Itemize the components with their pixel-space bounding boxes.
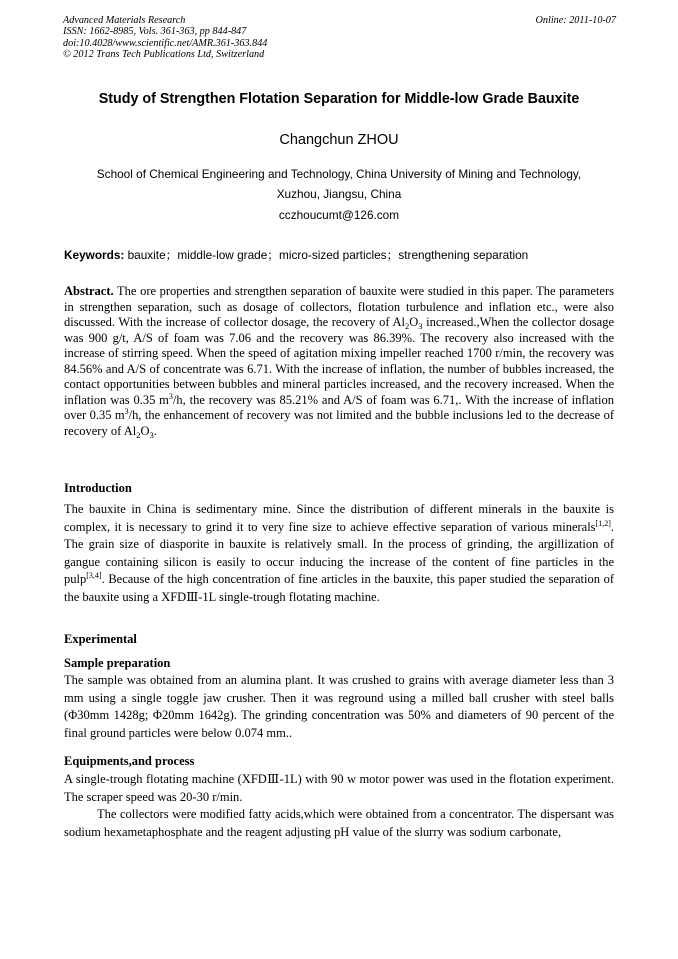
abstract-text: O xyxy=(140,423,150,438)
keywords-text: bauxite；middle-low grade；micro-sized particles；strengthening separation xyxy=(124,248,529,262)
abstract xyxy=(64,284,614,439)
online-date xyxy=(536,15,616,26)
intro-text: . Because of the high concentration of fine articles in the bauxite, this paper studied the separation of the bauxite using a XFDⅢ-1L single-trough flotating machine. xyxy=(64,572,614,604)
author-name: Changchun ZHOU xyxy=(279,132,399,148)
intro-text: The bauxite in China is sedimentary mine. Since the distribution of different minerals in the bauxite is complex, it is necessary to grind it to very fine size to achieve effective separation of various minerals xyxy=(64,502,614,534)
abstract-text: /h, the enhancement of recovery was not limited and the bubble inclusions led to the decrease of recovery of Al xyxy=(64,408,614,438)
citation-ref: [1,2] xyxy=(595,518,611,528)
affiliation xyxy=(64,165,614,204)
subscript: 3 xyxy=(418,321,423,331)
keywords xyxy=(64,246,618,263)
sample-preparation-paragraph: The sample was obtained from an alumina plant. It was crushed to grains with average diameter less than 3 mm using a single toggle jaw crusher. Then it was reground using a milled ball crusher with steel balls (Φ30mm 1428g; Φ20mm 1642g). The grinding concentration was 50% and diameters of 90 percent of the final ground particles were below 0.074 mm.. xyxy=(64,673,614,740)
affiliation-line-1: School of Chemical Engineering and Technology, China University of Mining and Technology, xyxy=(96,167,582,181)
copyright-line: © 2012 Trans Tech Publications Ltd, Switzerland xyxy=(63,49,265,61)
paper-title: Study of Strengthen Flotation Separation for Middle-low Grade Bauxite xyxy=(98,91,580,107)
introduction-heading: Introduction xyxy=(64,481,132,495)
experimental-heading: Experimental xyxy=(64,632,137,646)
subscript: 3 xyxy=(149,429,154,440)
issn-line: ISSN: 1662-8985, Vols. 361-363, pp 844-847 xyxy=(63,26,247,38)
keywords-label: Keywords: xyxy=(64,248,125,262)
intro-text: . The grain size of diasporite in bauxite is relatively small. In the process of grinding, the argillization of gangue containing silicon is easily to occur inducing the increase of the content of fine particles in the pulp xyxy=(64,519,614,587)
author-email: cczhoucumt@126.com xyxy=(278,208,400,222)
abstract-text: . xyxy=(153,423,157,438)
affiliation-line-2: Xuzhou, Jiangsu, China xyxy=(276,186,402,201)
abstract-text: The ore properties and strengthen separation of bauxite were studied in this paper. The parameters in strengthen separation, such as dosage of collectors, flotation turbulence and inflation etc., were also discussed. With the increase of collector dosage, the recovery of Al xyxy=(64,284,614,329)
doi-line: doi:10.4028/www.scientific.net/AMR.361-363.844 xyxy=(63,37,268,49)
journal-header xyxy=(63,15,267,61)
introduction-paragraph xyxy=(64,501,614,607)
equipment-heading: Equipments,and process xyxy=(64,754,195,768)
superscript: 3 xyxy=(168,391,173,401)
online-date-text: Online: 2011-10-07 xyxy=(535,15,616,26)
equipment-section xyxy=(64,771,614,841)
subscript: 2 xyxy=(404,321,410,331)
sample-preparation-heading: Sample preparation xyxy=(64,656,171,670)
subscript: 2 xyxy=(136,429,141,440)
superscript: 3 xyxy=(124,407,129,416)
equipment-paragraph-1: A single-trough flotating machine (XFDⅢ-1L) with 90 w motor power was used in the flotation experiment. The scraper speed was 20-30 r/min. xyxy=(64,772,614,804)
citation-ref: [3,4] xyxy=(86,571,102,581)
abstract-label: Abstract. xyxy=(64,284,114,298)
journal-name: Advanced Materials Research xyxy=(63,15,186,26)
abstract-text: increased.,When the collector dosage was 900 g/t, A/S of foam was 7.06 and the recovery was 86.39%. The recovery also increased with the increase of stirring speed. When the speed of agitation mixing impeller reached 1700 r/min, the recovery was 84.56% and A/S of concentrate was 6.71. With the increase of inflation, the number of bubbles increased, the contact opportunities between bubbles and mineral particles increased, and the recovery increased. When the inflation was 0.35 m xyxy=(64,315,614,407)
equipment-paragraph-2: The collectors were modified fatty acids,which were obtained from a concentrator. The dispersant was sodium hexametaphosphate and the reagent adjusting pH value of the slurry was sodium carbonate, xyxy=(64,807,614,839)
abstract-text: O xyxy=(409,315,419,329)
abstract-text: /h, the recovery was 85.21% and A/S of foam was 6.71,. With the increase of inflation over 0.35 m xyxy=(64,392,614,422)
